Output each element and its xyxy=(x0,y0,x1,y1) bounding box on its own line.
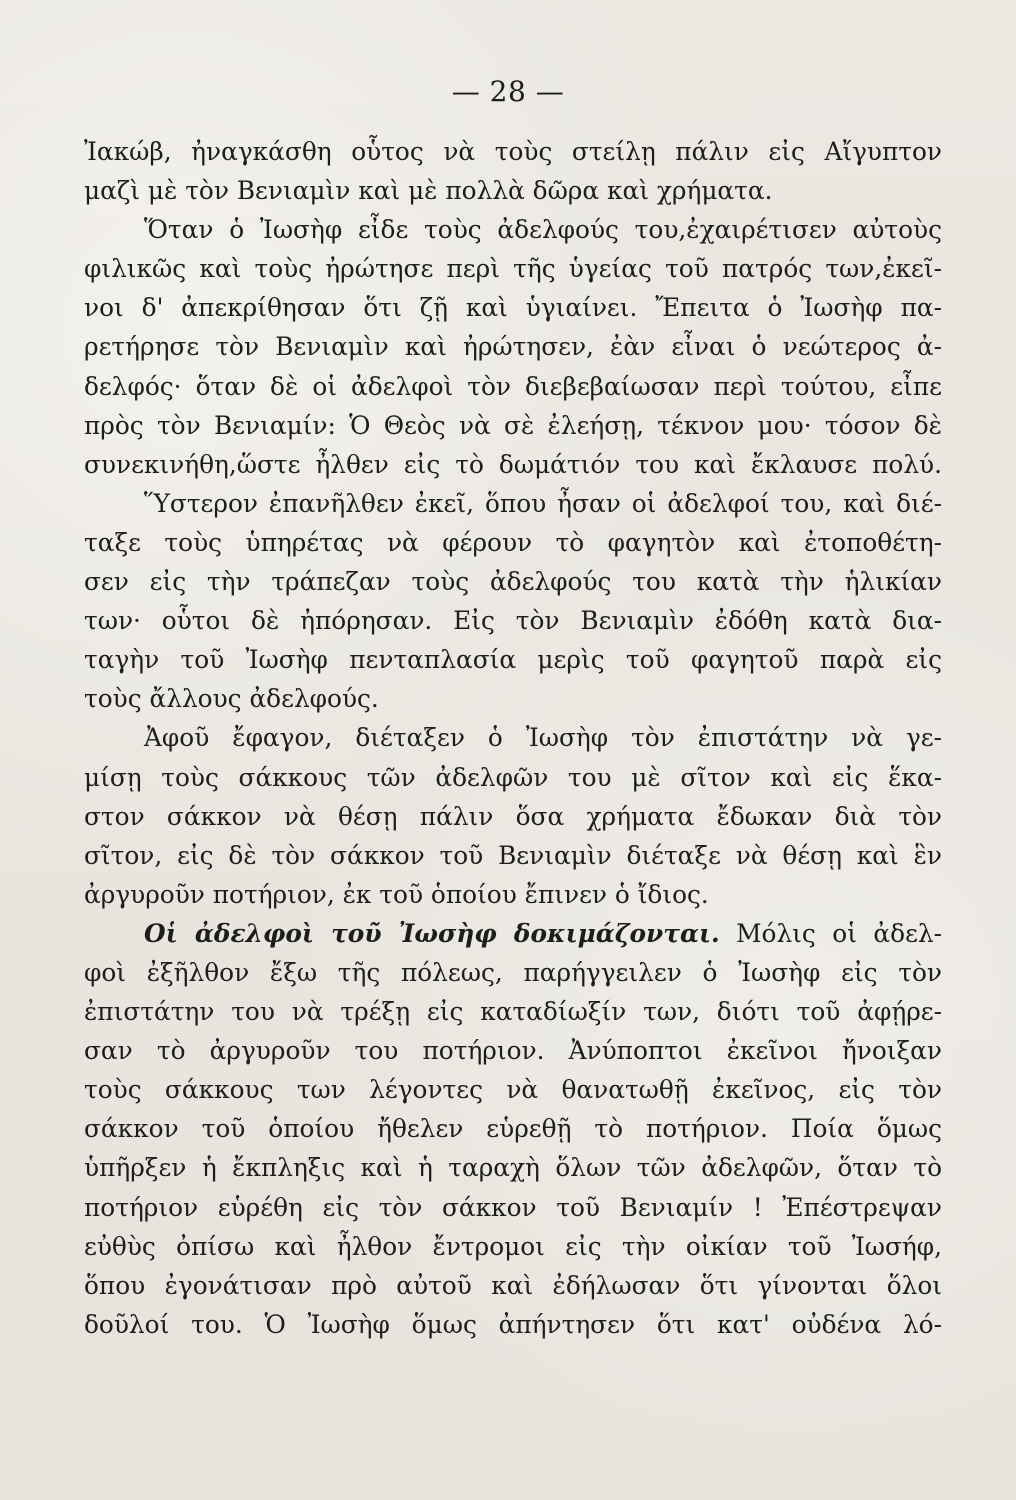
text-line: στον σάκκον νὰ θέσῃ πάλιν ὅσα χρήματα ἔδωκαν διὰ τὸν xyxy=(84,801,942,831)
text-line: δελφός· ὅταν δὲ οἱ ἀδελφοὶ τὸν διεβεβαίωσαν περὶ τούτου, εἶπε xyxy=(84,371,942,401)
text-line: εὐθὺς ὀπίσω καὶ ἦλθον ἔντρομοι εἰς τὴν οἰκίαν τοῦ Ἰωσήφ, xyxy=(84,1231,942,1261)
paragraph-1 xyxy=(84,132,942,210)
text-line: δοῦλοί του. Ὁ Ἰωσὴφ ὅμως ἀπήντησεν ὅτι κατ' οὐδένα λό- xyxy=(84,1309,942,1339)
text-line: φιλικῶς καὶ τοὺς ἠρώτησε περὶ τῆς ὑγείας τοῦ πατρός των,ἐκεῖ- xyxy=(84,254,942,284)
text-line: ἀργυροῦν ποτήριον, ἐκ τοῦ ὁποίου ἔπινεν ὁ ἴδιος. xyxy=(84,879,709,909)
text-run: Μόλις οἱ ἀδελ- xyxy=(719,918,943,948)
text-line: ὑπῆρξεν ἡ ἔκπληξις καὶ ἡ ταραχὴ ὅλων τῶν ἀδελφῶν, ὅταν τὸ xyxy=(84,1153,942,1183)
text-line: συνεκινήθη,ὥστε ἦλθεν εἰς τὸ δωμάτιόν του καὶ ἔκλαυσε πολύ. xyxy=(84,449,942,479)
text-line: νοι δ' ἀπεκρίθησαν ὅτι ζῇ καὶ ὑγιαίνει. Ἔπειτα ὁ Ἰωσὴφ πα- xyxy=(84,293,942,323)
text-line: ὅπου ἐγονάτισαν πρὸ αὐτοῦ καὶ ἐδήλωσαν ὅτι γίνονται ὅλοι xyxy=(84,1270,942,1300)
text-line: Ὅταν ὁ Ἰωσὴφ εἶδε τοὺς ἀδελφούς του,ἐχαιρέτισεν αὐτοὺς xyxy=(144,215,942,245)
text-line: Ἰακώβ, ἠναγκάσθη οὗτος νὰ τοὺς στείλῃ πάλιν εἰς Αἴγυπτον xyxy=(84,137,942,166)
text-line: ταγὴν τοῦ Ἰωσὴφ πενταπλασία μερὶς τοῦ φαγητοῦ παρὰ εἰς xyxy=(84,645,942,675)
text-line: ρετήρησε τὸν Βενιαμὶν καὶ ἠρώτησεν, ἐὰν εἶναι ὁ νεώτερος ἀ- xyxy=(84,332,942,362)
text-line: τοὺς ἄλλους ἀδελφούς. xyxy=(84,684,379,714)
text-line: ποτήριον εὑρέθη εἰς τὸν σάκκον τοῦ Βενιαμίν ! Ἐπέστρεψαν xyxy=(84,1192,942,1222)
text-line: Ὕστερον ἐπανῆλθεν ἐκεῖ, ὅπου ἦσαν οἱ ἀδελφοί του, καὶ διέ- xyxy=(144,488,942,518)
text-line: μίσῃ τοὺς σάκκους τῶν ἀδελφῶν του μὲ σῖτον καὶ εἰς ἕκα- xyxy=(84,762,942,792)
text-line: των· οὗτοι δὲ ἠπόρησαν. Εἰς τὸν Βενιαμὶν ἐδόθη κατὰ δια- xyxy=(84,606,942,636)
text-line: σεν εἰς τὴν τράπεζαν τοὺς ἀδελφούς του κατὰ τὴν ἡλικίαν xyxy=(84,567,942,597)
paragraph-2 xyxy=(84,210,942,484)
body-text xyxy=(84,132,942,1344)
text-line: ἐπιστάτην του νὰ τρέξῃ εἰς καταδίωξίν των, διότι τοῦ ἀφῄρε- xyxy=(84,997,942,1027)
page-number: — 28 — xyxy=(451,75,565,108)
text-line xyxy=(84,914,942,953)
text-line: φοὶ ἐξῆλθον ἔξω τῆς πόλεως, παρήγγειλεν ὁ Ἰωσὴφ εἰς τὸν xyxy=(84,957,942,987)
paragraph-4 xyxy=(84,718,942,913)
paragraph-5 xyxy=(84,914,942,1344)
paragraph-3 xyxy=(84,484,942,719)
text-line: σάκκον τοῦ ὁποίου ἤθελεν εὑρεθῇ τὸ ποτήριον. Ποία ὅμως xyxy=(84,1114,942,1144)
text-line: σαν τὸ ἀργυροῦν του ποτήριον. Ἀνύποπτοι ἐκεῖνοι ἤνοιξαν xyxy=(84,1036,942,1066)
text-line: Ἀφοῦ ἔφαγον, διέταξεν ὁ Ἰωσὴφ τὸν ἐπιστάτην νὰ γε- xyxy=(144,723,942,753)
text-line: μαζὶ μὲ τὸν Βενιαμὶν καὶ μὲ πολλὰ δῶρα καὶ χρήματα. xyxy=(84,176,773,206)
text-line: σῖτον, εἰς δὲ τὸν σάκκον τοῦ Βενιαμὶν διέταξε νὰ θέσῃ καὶ ἓν xyxy=(84,840,942,870)
text-line: πρὸς τὸν Βενιαμίν: Ὁ Θεὸς νὰ σὲ ἐλεήσῃ, τέκνον μου· τόσον δὲ xyxy=(84,410,942,440)
section-heading: Οἱ ἀδελφοὶ τοῦ Ἰωσὴφ δοκιμάζονται. xyxy=(144,918,720,948)
text-line: ταξε τοὺς ὑπηρέτας νὰ φέρουν τὸ φαγητὸν καὶ ἐτοποθέτη- xyxy=(84,527,942,557)
text-line: τοὺς σάκκους των λέγοντες νὰ θανατωθῇ ἐκεῖνος, εἰς τὸν xyxy=(84,1075,942,1105)
